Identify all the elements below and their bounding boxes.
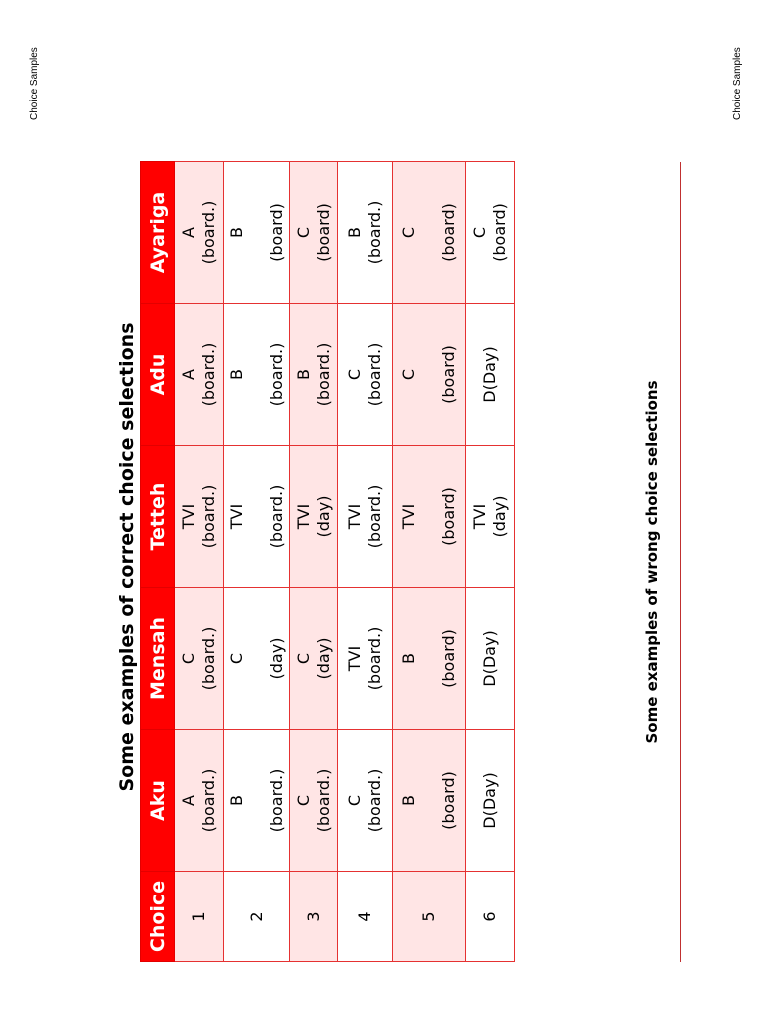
cell-aku: B (board.) (224, 730, 290, 872)
header-ayariga: Ayariga (141, 162, 175, 304)
choice-number: 3 (290, 872, 338, 962)
cell-adu: B (board.) (224, 304, 290, 446)
correct-selections-title: Some examples of correct choice selections (116, 322, 138, 792)
header-tetteh: Tetteh (141, 446, 175, 588)
table-header-row (141, 162, 175, 962)
cell-adu: B (board.) (290, 304, 338, 446)
table-row (175, 162, 224, 962)
table-row (224, 162, 290, 962)
choice-number: 2 (224, 872, 290, 962)
choice-number: 4 (338, 872, 393, 962)
header-mensah: Mensah (141, 588, 175, 730)
cell-aku: B (board) (393, 730, 466, 872)
wrong-section-rule (680, 162, 681, 962)
header-choice: Choice (141, 872, 175, 962)
cell-adu: C (board.) (338, 304, 393, 446)
rotated-page-content (112, 162, 661, 962)
cell-ayariga: A (board.) (175, 162, 224, 304)
cell-aku: D(Day) (466, 730, 515, 872)
running-head-left: Choice Samples (29, 47, 40, 120)
choice-number: 5 (393, 872, 466, 962)
cell-adu: A (board.) (175, 304, 224, 446)
cell-tetteh: TVI (day) (466, 446, 515, 588)
running-head-right: Choice Samples (732, 47, 743, 120)
choice-number: 1 (175, 872, 224, 962)
cell-aku: C (board.) (338, 730, 393, 872)
cell-ayariga: B (board) (224, 162, 290, 304)
cell-mensah: C (board.) (175, 588, 224, 730)
cell-tetteh: TVI (board.) (175, 446, 224, 588)
cell-tetteh: TVI (board) (393, 446, 466, 588)
header-aku: Aku (141, 730, 175, 872)
cell-mensah: D(Day) (466, 588, 515, 730)
header-adu: Adu (141, 304, 175, 446)
cell-adu: C (board) (393, 304, 466, 446)
cell-ayariga: B (board.) (338, 162, 393, 304)
table-row (338, 162, 393, 962)
cell-mensah: C (day) (224, 588, 290, 730)
cell-ayariga: C (board) (290, 162, 338, 304)
correct-selections-table (140, 161, 515, 962)
cell-ayariga: C (board) (393, 162, 466, 304)
cell-tetteh: TVI (day) (290, 446, 338, 588)
cell-mensah: B (board) (393, 588, 466, 730)
table-row (393, 162, 466, 962)
wrong-selections-title: Some examples of wrong choice selections (643, 380, 661, 744)
cell-tetteh: TVI (board.) (224, 446, 290, 588)
table-row (290, 162, 338, 962)
cell-adu: D(Day) (466, 304, 515, 446)
cell-mensah: TVI (board.) (338, 588, 393, 730)
table-row (466, 162, 515, 962)
cell-ayariga: C (board) (466, 162, 515, 304)
cell-mensah: C (day) (290, 588, 338, 730)
cell-aku: C (board.) (290, 730, 338, 872)
cell-aku: A (board.) (175, 730, 224, 872)
cell-tetteh: TVI (board.) (338, 446, 393, 588)
choice-number: 6 (466, 872, 515, 962)
